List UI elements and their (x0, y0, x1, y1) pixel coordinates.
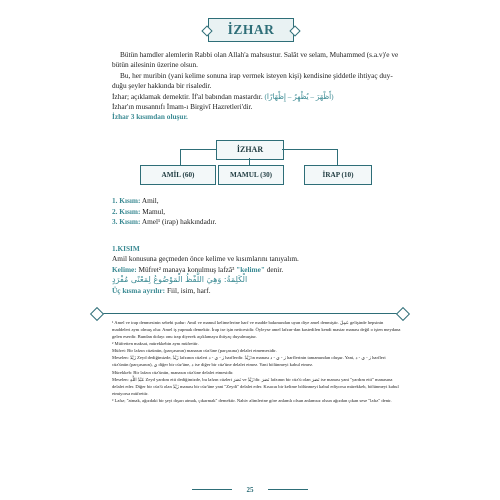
paragraph-3-text: İzhar; açıklamak demektir. İf'al babından mastardır. (112, 91, 263, 101)
list-item-text: Amel¹ (irap) hakkındadır. (141, 217, 217, 226)
footnote: Meselen: عَبْدُ اللَّهِ Zeyd yardım etti dediğimizde, bu lafzın cüzleri نَصَرَ ve زَيْدٌ'dir. نَصَرَ lafzının bir cüz'ü olan نَصَرَ ise manası yani "yardım etti" manasına delalet eder. Diğer bir cüz'ü olan زَيْدٌ manası bir cüz'üne yani "Zeydi" delalet eder. Kısacaı bir kelime bölünmeyi kabul ediyorsa mürekkeb, bölünmeyi kabul etmiyorsa müfrettir. (112, 376, 399, 396)
footnote: ² Müfretten maksat, mürekkebin aynı müfrettir. (112, 341, 199, 347)
list-item (112, 196, 216, 207)
tree-drop-left (180, 149, 181, 165)
tree-root: İZHAR (216, 140, 284, 160)
footnote: ³ Lafız; "atmak, ağızdaki bir şeyi dışarı atmak, çıkarmak" demektir. Nahiv alimlerine göre anlamlı olsun anlamsız olsun ağızdan çıkan sese "lafız" denir. (112, 397, 392, 403)
parts-line (112, 286, 402, 296)
tree-node-irap: İRAP (10) (304, 165, 372, 185)
section-list (112, 196, 216, 228)
intro-text (112, 50, 402, 123)
kelime-arabic: الْكَلِمَةُ: وَهِيَ اللَّفْظُ الْمَوْضُوعُ لِمَعْنًى مُفْرَدٍ (112, 275, 248, 285)
paragraph-3 (112, 92, 402, 102)
paragraph-4: İzhar'ın musannıfı İmam-ı Birgivî Hazretleri'dir. (112, 102, 253, 112)
page-number: 25 (246, 486, 254, 494)
footnote: Mürekkeb: Bir lafzın cüz'ünün, manasın cüz'üne delalet etmesidir. (112, 369, 234, 375)
kelime-label: Kelime: (112, 264, 137, 274)
chapter-title: İZHAR (227, 22, 275, 37)
footnote: ¹ Amel ve irap denmesinin sebebi şudur: Amil ve mamul kelimelerine harf ve madde bakımından uyan diye amel denmiştir. عَمِلَ gelişinde hepsinin maddeleri aynı olmuş olur. Amel iş yapmak demektir. İrap ise işin neticesidir. Öyleyse amel lafzın-dan kastedilen kendi mastar manası değil o işten meydana gelen eserdir. Bundan dolayı onu irap diyerek açıklamaya ihtiyaç duyulmuştur. (112, 320, 401, 339)
parts-text: Fiil, isim, harf. (166, 285, 211, 295)
list-item-number: 1. Kısım: (112, 196, 141, 205)
paragraph-3-arabic: (أَظْهَرَ – يُظْهِرُ – إِظْهَارًا) (264, 91, 334, 101)
kelime-quote: "kelime" (236, 264, 265, 274)
tree-node-mamul: MAMUL (30) (218, 165, 284, 185)
paragraph-2: Bu, her muribin (yani kelime sonuna irap vermek isteyen kişi) kendisine şiddetle ihtiyaç duy-duğu şeyler hakkında bir risaledir. (112, 70, 393, 91)
tree-drop-middle (249, 158, 250, 165)
page-number-ornament-right (268, 489, 308, 490)
kelime-text: Müfret² manaya konulmuş lafzâ³ (138, 264, 235, 274)
list-item (112, 207, 216, 218)
section-kelime (112, 244, 402, 296)
tree-connector-right (282, 149, 337, 150)
footnote-divider (96, 313, 402, 314)
page-number-ornament-left (192, 489, 232, 490)
divider-ornament-right (396, 307, 410, 321)
paragraph-1: Bütün hamdler alemlerin Rabbi olan Allah'a mahsustur. Salât ve selam, Muhammed (s.a.v)'e ve bütün ailesinin üzerine olsun. (112, 50, 399, 70)
footnote: Meselen: زَيْدٌ Zeyd dediğimizde, زَيْدٌ lafzının cüzleri ز - ي - د harflerdir. زَيْدٌ'ın manası ز - ي - د harflerinin tamamından oluşur. Yani, ز - ي - د harfleri cüz'ünün (parçasının), ي diğer bir cüz'üne, د ise diğer bir cüz'üne delalet etmez. Yani bölünmeyi kabul etmez. (112, 355, 386, 368)
parts-label: Üç kısma ayrılır: (112, 285, 166, 295)
footnotes (112, 320, 402, 405)
chapter-title-box (208, 18, 294, 42)
list-item (112, 217, 216, 228)
section-heading: 1.KISIM (112, 244, 140, 253)
kelime-end: denir. (266, 264, 284, 274)
tree-drop-right (337, 149, 338, 165)
section-line-1: Amil konusuna geçmeden önce kelime ve kısımlarını tanıyalım. (112, 254, 299, 264)
list-item-number: 3. Kısım: (112, 217, 141, 226)
list-item-text: Mamul, (142, 206, 166, 216)
kelime-definition (112, 265, 402, 275)
list-item-text: Amil, (141, 196, 159, 205)
divider-ornament-left (90, 307, 104, 321)
list-item-number: 2. Kısım: (112, 206, 141, 216)
tree-node-amil: AMİL (60) (140, 165, 216, 185)
footnote: Müfret: Bir lafzın cüzünün, (parçasının) manasın cüz'üne (parçasına) delalet etmemesidir. (112, 348, 277, 354)
paragraph-5: İzhar 3 kısımdan oluşur. (112, 112, 188, 122)
tree-connector-left (180, 149, 216, 150)
